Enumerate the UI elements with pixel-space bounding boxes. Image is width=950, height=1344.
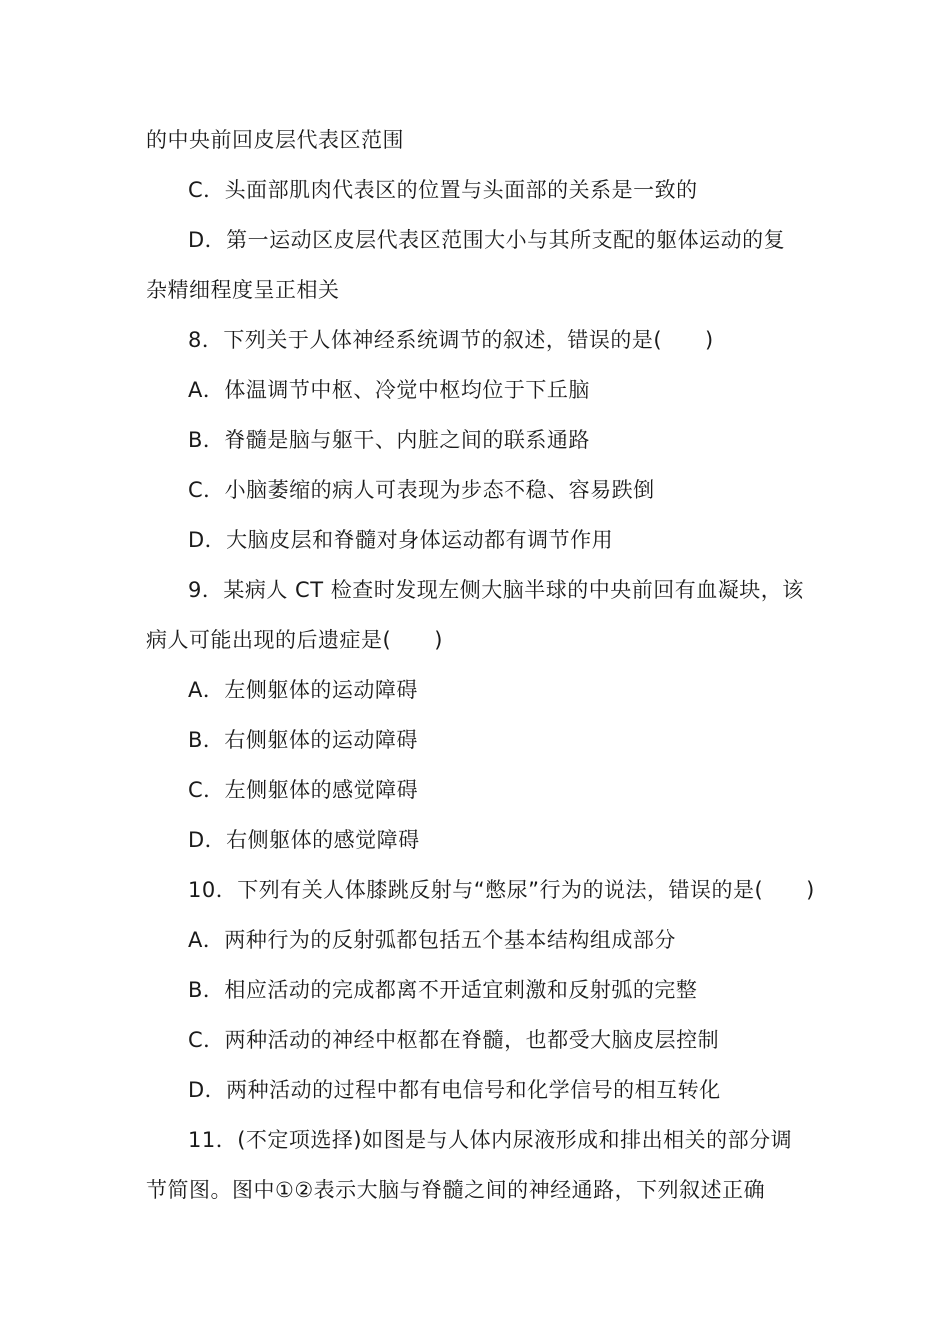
question-10-stem: 10．下列有关人体膝跳反射与“憋尿”行为的说法，错误的是( ) xyxy=(188,878,815,902)
q8-option-a: A．体温调节中枢、冷觉中枢均位于下丘脑 xyxy=(188,378,590,402)
question-11-stem-continued: 节简图。图中①②表示大脑与脊髓之间的神经通路，下列叙述正确 xyxy=(146,1178,766,1202)
q9-option-b: B．右侧躯体的运动障碍 xyxy=(188,728,418,752)
q10-option-d: D．两种活动的过程中都有电信号和化学信号的相互转化 xyxy=(188,1078,721,1102)
q7-option-c: C．头面部肌肉代表区的位置与头面部的关系是一致的 xyxy=(188,178,698,202)
q8-option-d: D．大脑皮层和脊髓对身体运动都有调节作用 xyxy=(188,528,614,552)
q9-option-a: A．左侧躯体的运动障碍 xyxy=(188,678,418,702)
q8-option-b: B．脊髓是脑与躯干、内脏之间的联系通路 xyxy=(188,428,590,452)
question-9-stem-continued: 病人可能出现的后遗症是( ) xyxy=(146,628,443,652)
question-8-stem: 8．下列关于人体神经系统调节的叙述，错误的是( ) xyxy=(188,328,714,352)
q10-option-c: C．两种活动的神经中枢都在脊髓，也都受大脑皮层控制 xyxy=(188,1028,720,1052)
q9-option-d: D．右侧躯体的感觉障碍 xyxy=(188,828,420,852)
q7-option-d-continued: 杂精细程度呈正相关 xyxy=(146,278,340,302)
q7-option-d: D．第一运动区皮层代表区范围大小与其所支配的躯体运动的复 xyxy=(188,228,786,252)
continuation-line-7b: 的中央前回皮层代表区范围 xyxy=(146,128,404,152)
q10-option-b: B．相应活动的完成都离不开适宜刺激和反射弧的完整 xyxy=(188,978,698,1002)
q9-option-c: C．左侧躯体的感觉障碍 xyxy=(188,778,419,802)
q8-option-c: C．小脑萎缩的病人可表现为步态不稳、容易跌倒 xyxy=(188,478,655,502)
question-11-stem: 11．(不定项选择)如图是与人体内尿液形成和排出相关的部分调 xyxy=(188,1128,793,1152)
q10-option-a: A．两种行为的反射弧都包括五个基本结构组成部分 xyxy=(188,928,676,952)
question-9-stem: 9．某病人 CT 检查时发现左侧大脑半球的中央前回有血凝块，该 xyxy=(188,578,804,602)
